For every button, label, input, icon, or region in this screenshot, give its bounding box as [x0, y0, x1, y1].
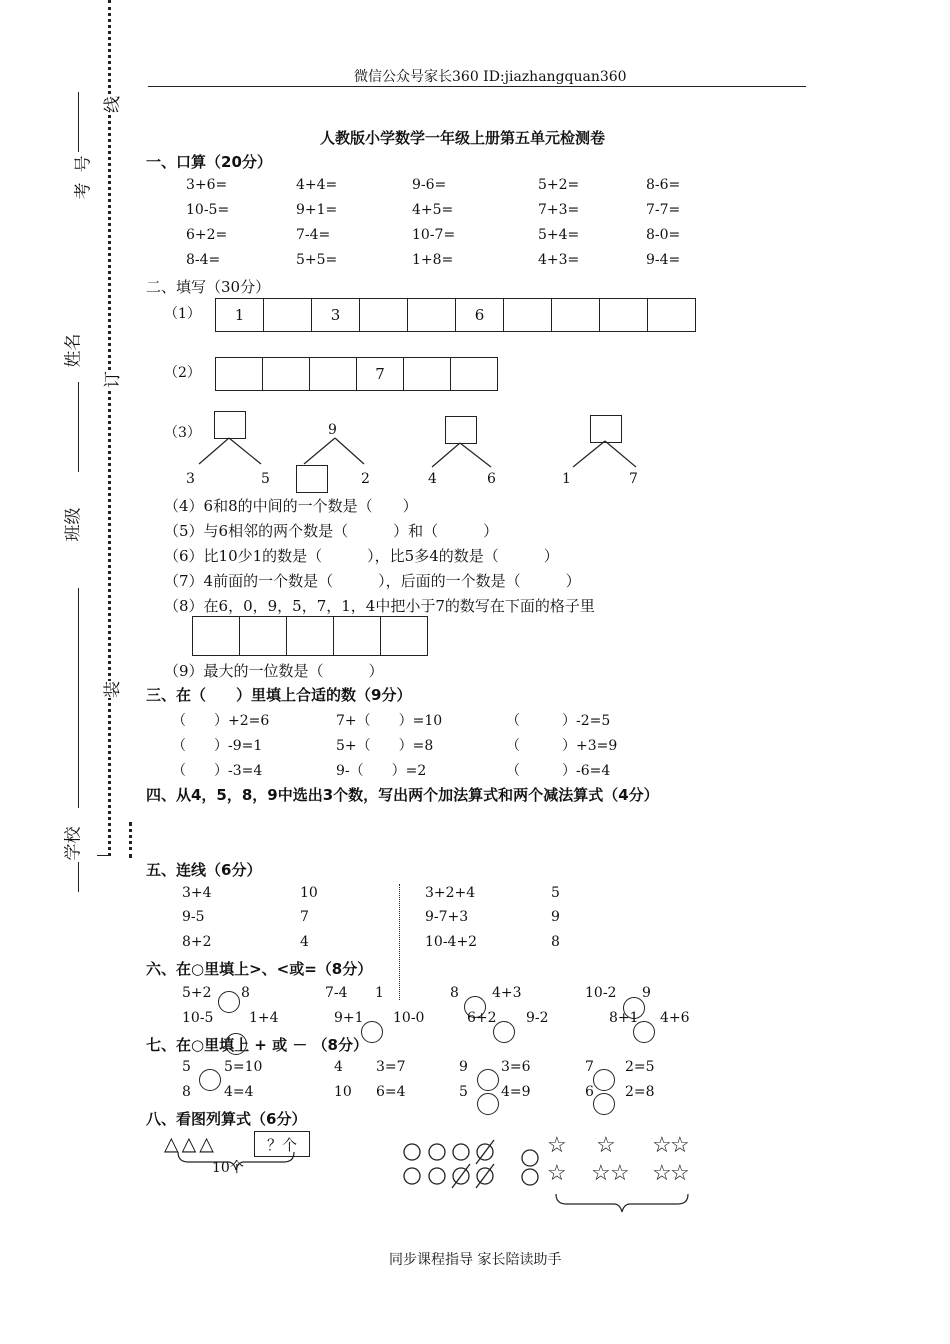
s7-r2-a-left: 8 [182, 1084, 191, 1100]
s1-r2c4: 7+3= [538, 202, 580, 218]
s2-q2-label: （2） [164, 365, 201, 381]
compare-circle[interactable] [218, 991, 240, 1013]
s1-r4c4: 4+3= [538, 252, 580, 268]
s3-r3c3: （ ）-6=4 [506, 763, 611, 779]
s1-r3c5: 8-0= [646, 227, 681, 243]
grid-cell[interactable] [381, 617, 427, 655]
compare-circle[interactable] [493, 1021, 515, 1043]
s2-q3-label: （3） [164, 425, 201, 441]
star-icon: ☆ [652, 1133, 672, 1158]
s6-r2-c-right: 9-2 [526, 1010, 549, 1026]
s7-r1-d-left: 7 [585, 1059, 594, 1075]
star-icon: ☆ [670, 1161, 690, 1186]
star-icon: ☆ [652, 1161, 672, 1186]
footer-text: 同步课程指导 家长陪读助手 [389, 1252, 562, 1268]
tree4-right: 7 [629, 471, 638, 487]
s6-r2-b-left: 9+1 [334, 1010, 364, 1026]
s3-r1c3: （ ）-2=5 [506, 713, 611, 729]
s1-r1c2: 4+4= [296, 177, 338, 193]
compare-circle[interactable] [633, 1021, 655, 1043]
xuexiao-blank[interactable] [78, 862, 79, 892]
s7-r2-d-left: 6 [585, 1084, 594, 1100]
op-circle[interactable] [477, 1093, 499, 1115]
s6-r1-c-left: 8 [450, 985, 459, 1001]
star-icon: ☆ [610, 1161, 630, 1186]
triangles-icon: △△△ [164, 1133, 217, 1155]
s3-r3c2: 9-（ ）=2 [336, 763, 427, 779]
label-xingming: 姓名 [63, 333, 84, 368]
s6-r1-c-right: 4+3 [492, 985, 522, 1001]
s1-r1c4: 5+2= [538, 177, 580, 193]
star-icon: ☆ [591, 1161, 611, 1186]
s5-right-expr-2[interactable]: 9-7+3 [425, 909, 469, 925]
s1-r3c4: 5+4= [538, 227, 580, 243]
s8-heading: 八、看图列算式（6分） [146, 1110, 307, 1128]
s5-left-expr-2[interactable]: 9-5 [182, 909, 205, 925]
s7-r1-c-left: 9 [459, 1059, 468, 1075]
binding-end-rule [97, 855, 111, 856]
tree3-left: 4 [428, 471, 437, 487]
s6-r2-d-left: 8+1 [609, 1010, 639, 1026]
s1-r3c1: 6+2= [186, 227, 228, 243]
tree1-top-box[interactable] [214, 411, 246, 439]
page-title: 人教版小学数学一年级上册第五单元检测卷 [320, 129, 606, 147]
s6-r1-d-right: 9 [642, 985, 651, 1001]
s5-left-val-1[interactable]: 10 [300, 885, 318, 901]
star-icon: ☆ [547, 1133, 567, 1158]
label-banji: 班级 [63, 507, 84, 542]
s2-q7: （7）4前面的一个数是（ ），后面的一个数是（ ） [164, 572, 581, 590]
tree2-left-box[interactable] [296, 465, 328, 493]
s3-r1c2: 7+（ ）=10 [336, 713, 443, 729]
s7-r1-b-right: 3=7 [376, 1059, 406, 1075]
s7-r2-d-right: 2=8 [625, 1084, 655, 1100]
s5-left-expr-3[interactable]: 8+2 [182, 934, 212, 950]
binding-dotted-line-short [129, 822, 132, 858]
binding-label-zhuang: 装 [98, 681, 123, 698]
s2-q6: （6）比10少1的数是（ ），比5多4的数是（ ） [164, 547, 559, 565]
s6-r2-d-right: 4+6 [660, 1010, 690, 1026]
s5-left-val-2[interactable]: 7 [300, 909, 309, 925]
s6-heading: 六、在○里填上>、<或=（8分） [146, 960, 373, 978]
s6-r2-a-right: 1+4 [249, 1010, 279, 1026]
s7-r1-c-right: 3=6 [501, 1059, 531, 1075]
s5-left-val-3[interactable]: 4 [300, 934, 309, 950]
s6-r1-a-left: 5+2 [182, 985, 212, 1001]
grid-cell[interactable] [240, 617, 287, 655]
grid-cell[interactable]: 1 [216, 299, 264, 331]
s1-r1c5: 8-6= [646, 177, 681, 193]
s7-r2-c-left: 5 [459, 1084, 468, 1100]
s3-heading: 三、在（ ）里填上合适的数（9分） [146, 686, 412, 704]
grid-cell[interactable] [334, 617, 381, 655]
s3-r1c1: （ ）+2=6 [172, 713, 270, 729]
s1-r4c2: 5+5= [296, 252, 338, 268]
grid-cell[interactable]: 6 [456, 299, 504, 331]
s2-heading: 二、填写（30分） [146, 278, 271, 296]
tree1-right: 5 [261, 471, 270, 487]
s1-r2c5: 7-7= [646, 202, 681, 218]
label-xuexiao: 学校 [63, 826, 84, 861]
s1-r2c3: 4+5= [412, 202, 454, 218]
s1-r1c3: 9-6= [412, 177, 447, 193]
star-icon: ☆ [547, 1161, 567, 1186]
s7-heading: 七、在○里填上 + 或 － （8分） [146, 1036, 368, 1054]
brace-right [554, 1192, 690, 1214]
s1-heading: 一、口算（20分） [146, 153, 272, 171]
s7-r2-c-right: 4=9 [501, 1084, 531, 1100]
s1-r2c1: 10-5= [186, 202, 230, 218]
star-icon: ☆ [596, 1133, 616, 1158]
label-kaohao: 考号 [73, 145, 94, 200]
header-source: 微信公众号家长360 ID:jiazhangquan360 [354, 69, 627, 85]
banji-blank[interactable] [78, 588, 79, 808]
total-label: 10个 [212, 1160, 244, 1176]
s1-r4c5: 9-4= [646, 252, 681, 268]
s1-r3c2: 7-4= [296, 227, 331, 243]
tree4-left: 1 [562, 471, 571, 487]
s3-r2c3: （ ）+3=9 [506, 738, 618, 754]
s6-r1-d-left: 10-2 [585, 985, 617, 1001]
unknown-count-label: ？个 [266, 1135, 297, 1154]
tree3-top-box[interactable] [445, 416, 477, 444]
s3-r2c2: 5+（ ）=8 [336, 738, 434, 754]
s7-r1-a-left: 5 [182, 1059, 191, 1075]
op-circle[interactable] [225, 1033, 247, 1055]
s6-r1-a-right: 8 [241, 985, 250, 1001]
s7-r1-a-right: 5=10 [224, 1059, 263, 1075]
s2-q8-grid [192, 616, 428, 656]
s5-heading: 五、连线（6分） [146, 861, 262, 879]
s3-r3c1: （ ）-3=4 [172, 763, 263, 779]
s5-right-expr-1[interactable]: 3+2+4 [425, 885, 476, 901]
s6-r1-b-right: 1 [375, 985, 384, 1001]
s7-r2-b-right: 6=4 [376, 1084, 406, 1100]
s7-r2-a-right: 4=4 [224, 1084, 254, 1100]
s6-r2-c-left: 6+2 [467, 1010, 497, 1026]
s1-r3c3: 10-7= [412, 227, 456, 243]
op-circle[interactable] [593, 1093, 615, 1115]
s1-r4c1: 8-4= [186, 252, 221, 268]
s5-divider [399, 884, 400, 1000]
s3-r2c1: （ ）-9=1 [172, 738, 263, 754]
binding-label-xian: 线 [98, 96, 123, 113]
s5-right-expr-3[interactable]: 10-4+2 [425, 934, 478, 950]
tree4-top-box[interactable] [590, 415, 622, 443]
s5-right-val-3[interactable]: 8 [551, 934, 560, 950]
s2-q9: （9）最大的一位数是（ ） [164, 662, 384, 680]
star-icon: ☆ [670, 1133, 690, 1158]
grid-cell[interactable]: 3 [312, 299, 360, 331]
s6-r2-b-right: 10-0 [393, 1010, 425, 1026]
s2-q4: （4）6和8的中间的一个数是（ ） [164, 497, 418, 515]
grid-cell[interactable] [287, 617, 334, 655]
s2-q8: （8）在6，0，9，5，7，1，4中把小于7的数写在下面的格子里 [164, 597, 595, 615]
op-circle[interactable] [199, 1069, 221, 1091]
s1-r2c2: 9+1= [296, 202, 338, 218]
tree2-top: 9 [328, 422, 337, 438]
grid-cell[interactable] [193, 617, 240, 655]
s7-r2-b-left: 10 [334, 1084, 352, 1100]
circles-picture [398, 1138, 548, 1190]
s6-r2-a-left: 10-5 [182, 1010, 214, 1026]
s7-r1-b-left: 4 [334, 1059, 343, 1075]
op-circle[interactable] [593, 1069, 615, 1091]
tree3-right: 6 [487, 471, 496, 487]
s1-r1c1: 3+6= [186, 177, 228, 193]
s7-r1-d-right: 2=5 [625, 1059, 655, 1075]
s5-right-val-2[interactable]: 9 [551, 909, 560, 925]
op-circle[interactable] [477, 1069, 499, 1091]
s4-heading: 四、从4，5，8，9中选出3个数，写出两个加法算式和两个减法算式（4分） [146, 786, 659, 804]
binding-label-ding: 订 [98, 371, 123, 388]
grid-cell[interactable]: 7 [357, 358, 404, 390]
tree1-left: 3 [186, 471, 195, 487]
s6-r1-b-left: 7-4 [325, 985, 348, 1001]
s1-r4c3: 1+8= [412, 252, 454, 268]
s5-right-val-1[interactable]: 5 [551, 885, 560, 901]
tree2-right: 2 [361, 471, 370, 487]
s2-q1-label: （1） [164, 306, 201, 322]
s2-q5: （5）与6相邻的两个数是（ ）和（ ） [164, 522, 499, 540]
s5-left-expr-1[interactable]: 3+4 [182, 885, 212, 901]
